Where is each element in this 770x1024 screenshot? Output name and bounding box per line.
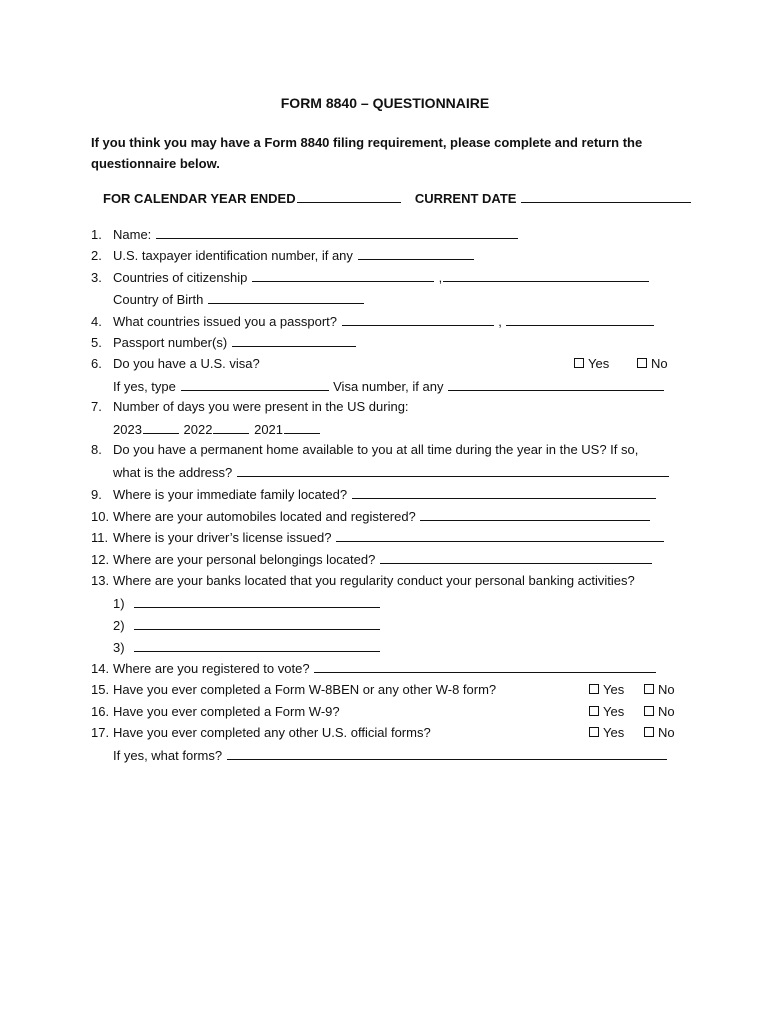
w9-yes-option[interactable]	[589, 702, 624, 722]
yes-label: Yes	[603, 725, 625, 740]
question-number: 6.	[91, 356, 102, 371]
question-15	[91, 680, 496, 700]
yes-label: Yes	[603, 704, 625, 719]
question-number: 9.	[91, 487, 102, 502]
question-number: 12.	[91, 552, 110, 567]
other-forms-yes-option[interactable]	[589, 723, 624, 743]
days-2023-field[interactable]	[143, 419, 179, 434]
question-17-forms	[113, 745, 668, 765]
question-text: what is the address?	[113, 465, 233, 480]
page-title: FORM 8840 – QUESTIONNAIRE	[280, 95, 490, 111]
question-text: Have you ever completed a Form W-8BEN or any other W-8 form?	[113, 682, 497, 697]
question-11	[91, 527, 665, 547]
yes-label: Yes	[603, 682, 625, 697]
question-text: Have you ever completed any other U.S. official forms?	[113, 725, 431, 740]
question-number: 5.	[91, 335, 102, 350]
question-9	[91, 484, 657, 504]
checkbox-icon[interactable]	[644, 706, 654, 716]
question-1	[91, 224, 519, 244]
question-10	[91, 506, 651, 526]
checkbox-icon[interactable]	[574, 358, 584, 368]
bank-line-2	[113, 615, 381, 635]
question-text: Countries of citizenship	[113, 270, 248, 285]
question-text: Do you have a U.S. visa?	[113, 356, 260, 371]
checkbox-icon[interactable]	[644, 684, 654, 694]
question-text: Name:	[113, 227, 152, 242]
citizenship-field-2[interactable]	[443, 267, 649, 282]
question-7	[91, 397, 409, 417]
calendar-year-line	[103, 188, 703, 206]
year-label: 2022	[183, 422, 213, 437]
question-text: U.S. taxpayer identification number, if any	[113, 248, 353, 263]
question-text: Where are your automobiles located and registered?	[113, 509, 416, 524]
question-text: Where is your driver’s license issued?	[113, 530, 332, 545]
no-label: No	[658, 682, 675, 697]
question-text: Where are you registered to vote?	[113, 661, 310, 676]
question-number: 3.	[91, 270, 102, 285]
question-5	[91, 332, 357, 352]
question-text: Visa number, if any	[333, 379, 444, 394]
checkbox-icon[interactable]	[589, 684, 599, 694]
question-text: Where are your personal belongings located?	[113, 552, 376, 567]
question-number: 11.	[91, 530, 109, 545]
drivers-license-field[interactable]	[336, 527, 664, 542]
checkbox-icon[interactable]	[589, 706, 599, 716]
year-label: 2021	[254, 422, 284, 437]
checkbox-icon[interactable]	[589, 727, 599, 737]
question-number: 4.	[91, 314, 102, 329]
question-text: Country of Birth	[113, 292, 204, 307]
current-date-field[interactable]	[521, 188, 691, 203]
question-12	[91, 549, 653, 569]
no-label: No	[651, 356, 668, 371]
w8-yes-option[interactable]	[589, 680, 624, 700]
year-label: 2023	[113, 422, 142, 437]
country-of-birth-field[interactable]	[208, 289, 364, 304]
current-date-label: CURRENT DATE	[414, 191, 517, 206]
checkbox-icon[interactable]	[637, 358, 647, 368]
no-label: No	[658, 704, 675, 719]
question-3-birth	[113, 289, 365, 309]
bank-number: 3)	[113, 640, 125, 655]
w9-no-option[interactable]	[644, 702, 675, 722]
question-7-years	[113, 419, 321, 439]
name-field[interactable]	[156, 224, 518, 239]
days-2021-field[interactable]	[284, 419, 320, 434]
question-text: Where is your immediate family located?	[113, 487, 348, 502]
question-number: 1.	[91, 227, 102, 242]
question-number: 14.	[91, 661, 110, 676]
passport-number-field[interactable]	[232, 332, 356, 347]
question-text: If yes, type	[113, 379, 176, 394]
visa-yes-option[interactable]	[574, 354, 609, 374]
question-text: Have you ever completed a Form W-9?	[113, 704, 340, 719]
question-16	[91, 702, 340, 722]
belongings-field[interactable]	[380, 549, 652, 564]
citizenship-field-1[interactable]	[252, 267, 434, 282]
visa-no-option[interactable]	[637, 354, 668, 374]
family-location-field[interactable]	[352, 484, 656, 499]
question-text: Number of days you were present in the US during:	[113, 399, 409, 414]
question-2	[91, 245, 475, 265]
question-4: 4. What countries issued you a passport? ,	[91, 311, 655, 331]
question-text: Passport number(s)	[113, 335, 228, 350]
yes-label: Yes	[588, 356, 610, 371]
question-number: 16.	[91, 704, 110, 719]
question-3: 3. Countries of citizenship ,	[91, 267, 650, 287]
bank-field-2[interactable]	[134, 615, 380, 630]
question-number: 17.	[91, 725, 110, 740]
us-home-address-field[interactable]	[237, 462, 669, 477]
bank-field-1[interactable]	[134, 593, 380, 608]
question-number: 8.	[91, 442, 102, 457]
intro-text: If you think you may have a Form 8840 filing requirement, please complete and return the questionnaire below.	[91, 135, 643, 171]
question-number: 13.	[91, 573, 110, 588]
question-6-details	[113, 376, 665, 396]
question-6	[91, 354, 260, 374]
question-number: 2.	[91, 248, 102, 263]
checkbox-icon[interactable]	[644, 727, 654, 737]
other-forms-no-option[interactable]	[644, 723, 675, 743]
bank-number: 1)	[113, 596, 125, 611]
calendar-year-field[interactable]	[297, 188, 401, 203]
calendar-year-label: FOR CALENDAR YEAR ENDED	[103, 191, 296, 206]
visa-number-field[interactable]	[448, 376, 664, 391]
bank-field-3[interactable]	[134, 637, 380, 652]
visa-type-field[interactable]	[181, 376, 329, 391]
w8-no-option[interactable]	[644, 680, 675, 700]
question-text: What countries issued you a passport?	[113, 314, 338, 329]
question-text: Where are your banks located that you regularity conduct your personal banking activities?	[113, 573, 635, 588]
question-14	[91, 658, 657, 678]
bank-number: 2)	[113, 618, 125, 633]
other-forms-field[interactable]	[227, 745, 667, 760]
question-number: 15.	[91, 682, 110, 697]
automobiles-field[interactable]	[420, 506, 650, 521]
voter-registration-field[interactable]	[314, 658, 656, 673]
question-text: Do you have a permanent home available to you at all time during the year in the US? If so,	[113, 442, 639, 457]
question-13	[91, 571, 635, 591]
passport-country-field-2[interactable]	[506, 311, 654, 326]
tin-field[interactable]	[358, 245, 474, 260]
question-8	[91, 440, 638, 460]
no-label: No	[658, 725, 675, 740]
question-number: 10.	[91, 509, 110, 524]
bank-line-1	[113, 593, 381, 613]
question-17	[91, 723, 431, 743]
bank-line-3	[113, 637, 381, 657]
question-number: 7.	[91, 399, 102, 414]
question-text: If yes, what forms?	[113, 748, 223, 763]
passport-country-field-1[interactable]	[342, 311, 494, 326]
question-8-address	[113, 462, 670, 482]
days-2022-field[interactable]	[213, 419, 249, 434]
